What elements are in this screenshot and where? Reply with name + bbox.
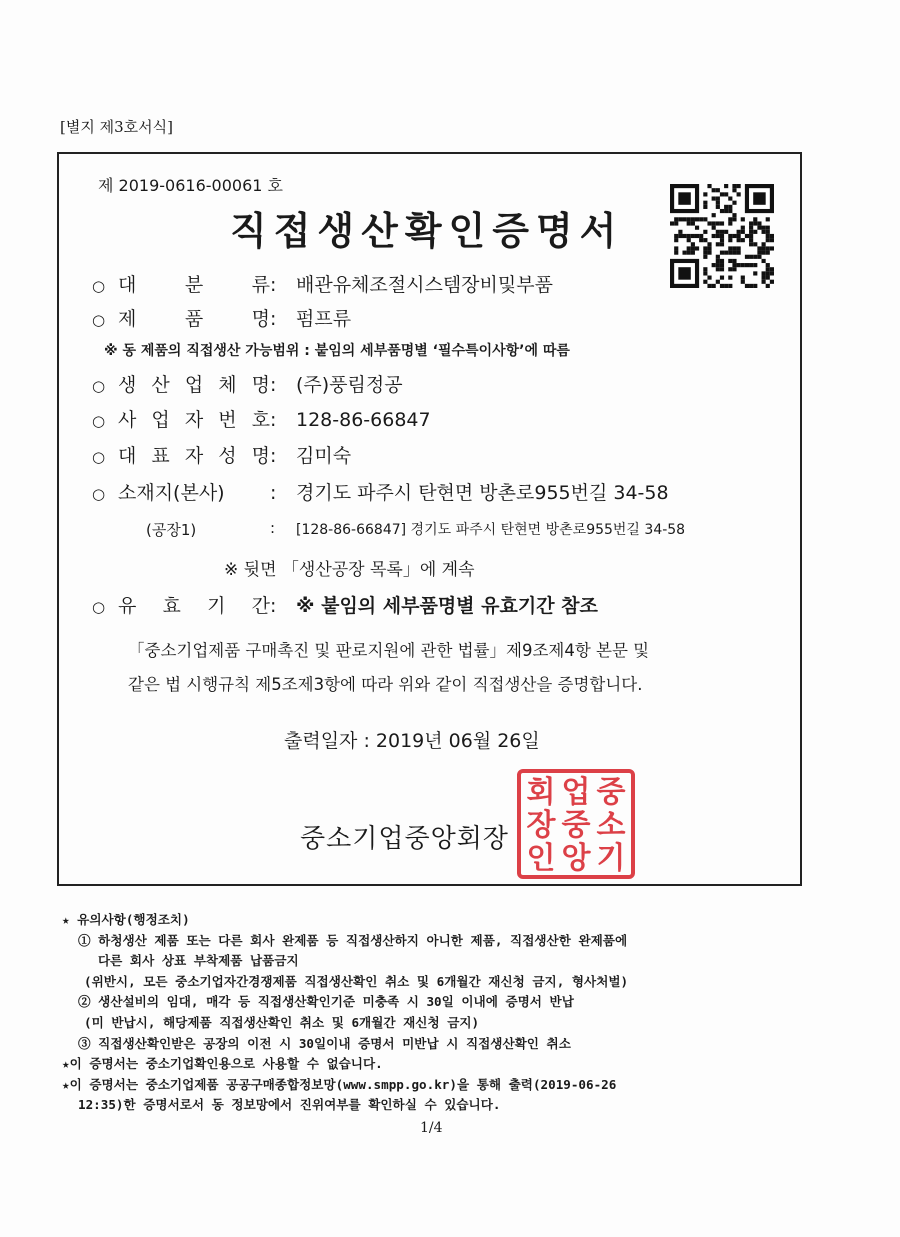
law-text-line-1: 「중소기업제품 구매촉진 및 판로지원에 관한 법률」제9조제4항 본문 및	[128, 641, 650, 660]
field-category	[92, 270, 553, 297]
colon: :	[270, 308, 277, 330]
notes-heading: ★ 유의사항(행정조치)	[62, 912, 190, 927]
form-number-tag: [별지 제3호서식]	[60, 118, 173, 136]
svg-text:소: 소	[596, 808, 626, 843]
field-label: 사 업 자 번 호	[118, 409, 270, 431]
field-value: ※ 붙임의 세부품명별 유효기간 참조	[296, 595, 598, 617]
bullet: ○	[92, 412, 106, 430]
bullet: ○	[92, 277, 106, 295]
certificate-number: 제 2019-0616-00061 호	[98, 176, 283, 195]
field-value: 김미숙	[296, 445, 352, 467]
colon: :	[270, 445, 277, 467]
svg-text:중: 중	[561, 808, 591, 843]
factory-label: (공장1)	[146, 521, 197, 539]
field-value: 경기도 파주시 탄현면 방촌로955번길 34-58	[296, 482, 669, 504]
field-label: 대 표 자 성 명	[118, 445, 270, 467]
note-item: 다른 회사 상표 부착제품 납품금지	[98, 953, 299, 969]
output-date: 출력일자 : 2019년 06월 26일	[284, 730, 540, 752]
official-seal	[516, 768, 636, 880]
bullet: ○	[92, 485, 106, 503]
field-label: 유 효 기 간	[118, 595, 270, 617]
colon: :	[270, 595, 277, 617]
field-biz-no	[92, 405, 431, 432]
svg-text:업: 업	[561, 775, 591, 810]
certificate-title: 직접생산확인증명서	[230, 208, 624, 253]
continued-note: ※ 뒷면 「생산공장 목록」에 계속	[224, 560, 475, 580]
field-value: (주)풍림정공	[296, 374, 403, 396]
note-item: ② 생산설비의 임대, 매각 등 직접생산확인기준 미충족 시 30일 이내에 증명서 반납	[78, 994, 574, 1010]
field-label: 제 품 명	[118, 308, 270, 330]
svg-text:기: 기	[596, 841, 626, 876]
note-item: ① 하청생산 제품 또는 다른 회사 완제품 등 직접생산하지 아니한 제품, 직접생산한 완제품에	[78, 932, 628, 948]
qr-code	[670, 184, 774, 288]
note-star-2-line-1: ★이 증명서는 중소기업제품 공공구매종합정보망(www.smpp.go.kr)을 통해 출력(2019-06-26	[62, 1076, 617, 1092]
field-value: 128-86-66847	[296, 409, 431, 431]
bullet: ○	[92, 377, 106, 395]
colon: :	[270, 482, 277, 504]
field-validity	[92, 591, 598, 618]
field-label: 생 산 업 체 명	[118, 374, 270, 396]
field-label: 소재지(본사)	[118, 482, 225, 504]
field-product	[92, 304, 351, 331]
note-star-2-line-2: 12:35)한 증명서로서 동 정보망에서 진위여부를 확인하실 수 있습니다.	[78, 1097, 501, 1113]
svg-text:회: 회	[526, 775, 556, 810]
field-value: 펌프류	[296, 308, 352, 330]
note-item: (위반시, 모든 중소기업자간경쟁제품 직접생산확인 취소 및 6개월간 재신청 금지, 형사처벌)	[84, 973, 629, 989]
colon: :	[270, 409, 277, 431]
colon: :	[270, 274, 277, 296]
field-value: 배관유체조절시스템장비및부품	[296, 274, 553, 296]
svg-text:장: 장	[526, 808, 556, 843]
bullet: ○	[92, 311, 106, 329]
colon: :	[270, 374, 277, 396]
colon: :	[270, 519, 276, 537]
svg-text:인: 인	[526, 841, 556, 876]
bullet: ○	[92, 448, 106, 466]
svg-text:중: 중	[596, 775, 626, 810]
svg-text:앙: 앙	[561, 841, 591, 876]
note-star-1: ★이 증명서는 중소기업확인용으로 사용할 수 없습니다.	[62, 1056, 383, 1072]
notes-section	[62, 910, 628, 1116]
factory-address: [128-86-66847] 경기도 파주시 탄현면 방촌로955번길 34-58	[296, 522, 686, 538]
field-representative	[92, 441, 351, 468]
law-text-line-2: 같은 법 시행규칙 제5조제3항에 따라 위와 같이 직접생산을 증명합니다.	[128, 675, 643, 694]
note-item: ③ 직접생산확인받은 공장의 이전 시 30일이내 증명서 미반납 시 직접생산확인 취소	[78, 1035, 571, 1051]
field-label: 대 분 류	[118, 274, 270, 296]
note-item: (미 반납시, 해당제품 직접생산확인 취소 및 6개월간 재신청 금지)	[84, 1014, 480, 1030]
issuer-name: 중소기업중앙회장	[300, 824, 509, 854]
field-company	[92, 370, 403, 397]
bullet: ○	[92, 598, 106, 616]
field-address	[92, 478, 669, 505]
page-number: 1/4	[420, 1120, 443, 1136]
scope-note: ※ 동 제품의 직접생산 가능범위 : 붙임의 세부품명별 ‘필수특이사항’에 따름	[104, 343, 570, 359]
